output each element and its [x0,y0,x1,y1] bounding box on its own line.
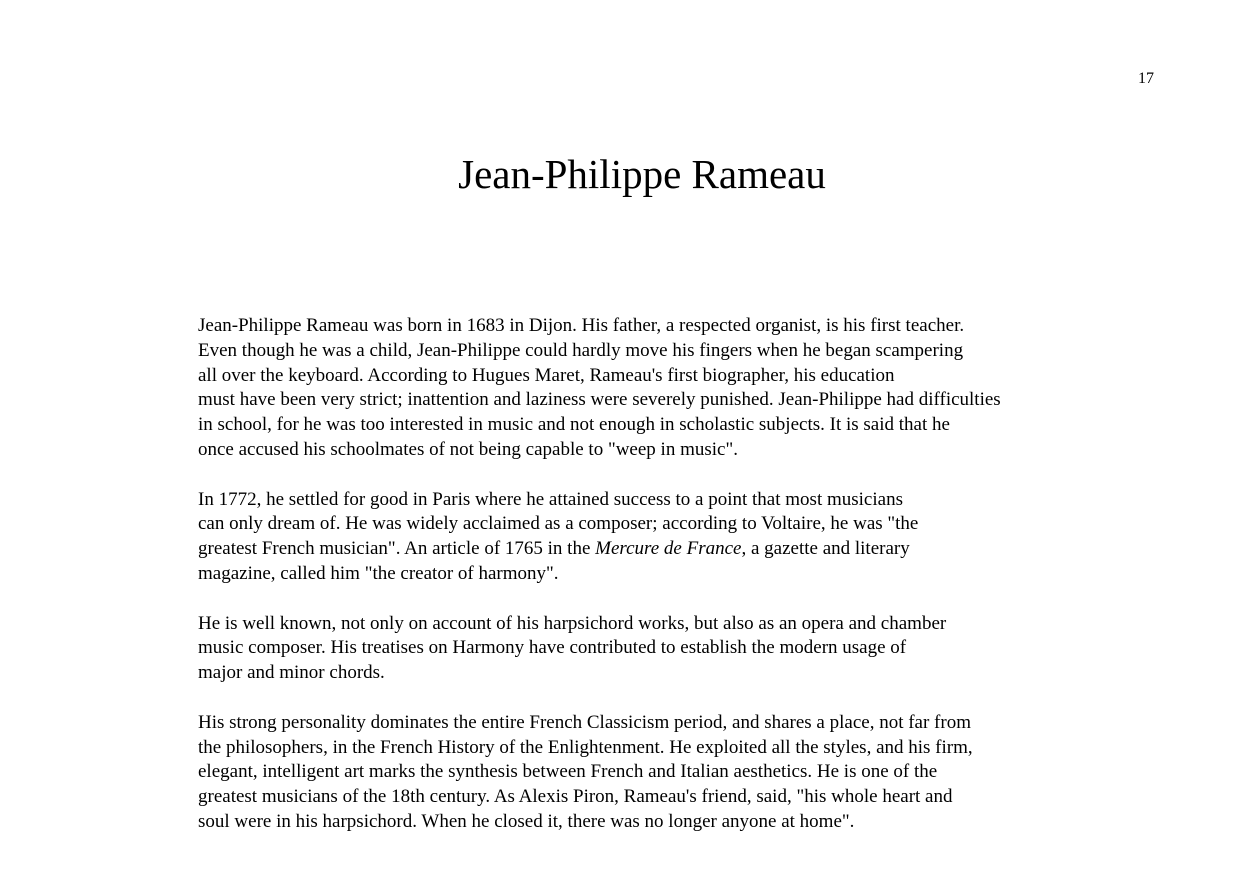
text-line: major and minor chords. [198,662,385,684]
text-segment: greatest French musician". An article of 1765 in the [198,538,596,560]
text-line: He is well known, not only on account of his harpsichord works, but also as an opera and chamber [198,612,947,634]
paragraph-legacy [198,711,1218,835]
paragraph-early-life [198,314,1218,463]
paragraph-paris-success [198,488,1218,587]
text-segment: , a gazette and literary [741,538,910,560]
article-body [198,314,1218,860]
text-line: greatest musicians of the 18th century. As Alexis Piron, Rameau's friend, said, "his whole heart and [198,786,953,808]
text-line: once accused his schoolmates of not being capable to "weep in music". [198,438,738,460]
page-title: Jean-Philippe Rameau [458,151,826,197]
text-line [198,537,1218,562]
text-line: in school, for he was too interested in music and not enough in scholastic subjects. It is said that he [198,414,950,436]
text-line: all over the keyboard. According to Hugues Maret, Rameau's first biographer, his education [198,364,895,386]
text-line: In 1772, he settled for good in Paris where he attained success to a point that most musicians [198,488,903,510]
text-line: His strong personality dominates the entire French Classicism period, and shares a place, not far from [198,711,971,733]
text-line: elegant, intelligent art marks the synthesis between French and Italian aesthetics. He is one of the [198,761,938,783]
text-line: Even though he was a child, Jean-Philippe could hardly move his fingers when he began scampering [198,339,964,361]
text-line: music composer. His treatises on Harmony have contributed to establish the modern usage of [198,637,907,659]
gazette-title: Mercure de France [595,538,742,560]
text-line: magazine, called him "the creator of harmony". [198,562,559,584]
page-number: 17 [1138,70,1154,87]
text-line: Jean-Philippe Rameau was born in 1683 in Dijon. His father, a respected organist, is his first teacher. [198,315,965,336]
text-line: can only dream of. He was widely acclaimed as a composer; according to Voltaire, he was "the [198,513,919,535]
paragraph-works [198,612,1218,686]
text-line: must have been very strict; inattention and laziness were severely punished. Jean-Philippe had difficulties [198,389,1001,411]
text-line: soul were in his harpsichord. When he closed it, there was no longer anyone at home". [198,810,855,832]
text-line: the philosophers, in the French History of the Enlightenment. He exploited all the styles, and his firm, [198,736,973,758]
